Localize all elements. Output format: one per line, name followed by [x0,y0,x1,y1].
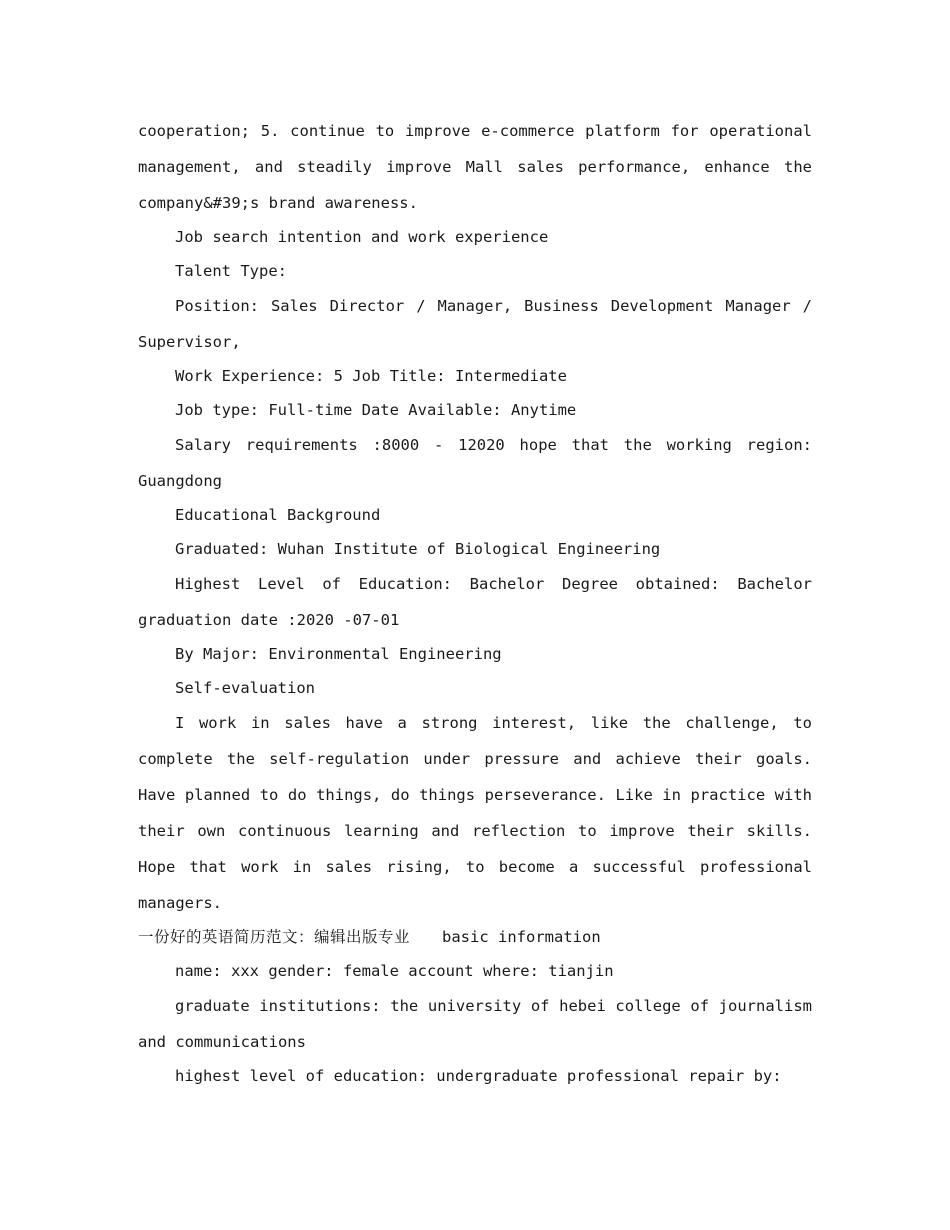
graduated-line: Graduated: Wuhan Institute of Biological Engineering [175,539,661,558]
highest-level-line: highest level of education: undergraduate professional repair by: [175,1067,782,1085]
basic-information-label: basic information [442,928,601,946]
work-experience-line: Work Experience: 5 Job Title: Intermediate [175,367,567,385]
section-heading-education: Educational Background [175,506,381,524]
name-gender-line: name: xxx gender: female account where: tianjin [175,961,614,980]
education-level-line: Highest Level of Education: Bachelor Degree obtained: Bachelor graduation date :2020 -07-01 [138,575,812,629]
section-heading-job-search: Job search intention and work experience [175,228,549,246]
position-line: Position: Sales Director / Manager, Business Development Manager / Supervisor, [138,297,812,351]
document-body [138,113,812,1094]
salary-line: Salary requirements :8000 - 12020 hope that the working region: Guangdong [138,436,812,490]
self-evaluation-paragraph: I work in sales have a strong interest, like the challenge, to complete the self-regulation under pressure and achieve their goals. Have planned to do things, do things perseverance. Like in practice with their own continuous learning and reflection to improve their skills. Hope that work in sales rising, to become a successful professional managers. [138,714,812,912]
paragraph-cooperation: cooperation; 5. continue to improve e-commerce platform for operational management, and steadily improve Mall sales performance, enhance the company&#39;s brand awareness. [138,122,812,212]
section-heading-self-evaluation: Self-evaluation [175,678,315,697]
graduate-institutions-line: graduate institutions: the university of hebei college of journalism and communications [138,997,812,1051]
job-type-line: Job type: Full-time Date Available: Anytime [175,400,577,419]
major-line: By Major: Environmental Engineering [175,645,502,663]
talent-type-line: Talent Type: [175,261,287,280]
resume-sample-heading [138,921,812,955]
resume-sample-title: 一份好的英语简历范文：编辑出版专业 [138,928,411,946]
